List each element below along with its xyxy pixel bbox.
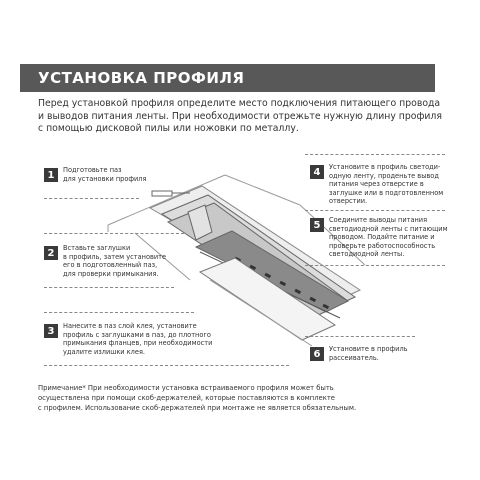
intro-line: с помощью дисковой пилы или ножовки по металлу. <box>38 123 299 134</box>
leader-line <box>305 336 415 337</box>
section-title: УСТАНОВКА ПРОФИЛЯ <box>38 69 245 87</box>
step-number-badge: 1 <box>44 168 58 182</box>
step-line: Соедините выводы питания <box>329 216 428 224</box>
step-line: Подготовьте паз <box>63 166 122 174</box>
step-line: профиль с заглушками в паз, до плотного <box>63 330 211 339</box>
step-line: его в подготовленный паз, <box>63 261 158 270</box>
intro-line: и выводов питания ленты. При необходимости отрежьте нужную длину профиля <box>38 110 442 122</box>
note-line: с профилем. Использование скоб-держателей при монтаже не является обязательным. <box>38 404 357 412</box>
step-number-badge: 2 <box>44 246 58 260</box>
step-number-badge: 6 <box>310 347 324 361</box>
step-line: для проверки примыкания. <box>63 269 159 278</box>
step-5 <box>310 216 448 259</box>
step-text <box>63 166 146 183</box>
step-line: Установите в профиль <box>329 345 408 353</box>
step-line: проверьте работоспособность <box>329 241 436 250</box>
step-line: удалите излишки клея. <box>63 347 146 356</box>
step-line: примыкания фланцев, при необходимости <box>63 339 213 348</box>
leader-line <box>305 154 445 155</box>
step-line: в профиль, затем установите <box>63 252 167 261</box>
step-line: для установки профиля <box>63 174 147 183</box>
step-1 <box>44 166 146 183</box>
step-text <box>63 322 212 356</box>
step-line: светодиодной ленты с питающим <box>329 224 448 233</box>
leader-line <box>44 287 174 288</box>
step-3 <box>44 322 212 356</box>
leader-line <box>44 233 184 234</box>
leader-line <box>44 312 194 313</box>
step-line: Установите в профиль светоди- <box>329 163 441 171</box>
leader-line <box>44 365 289 366</box>
step-line: заглушке или в подготовленном <box>329 188 444 197</box>
step-line: светодиодной ленты. <box>329 250 405 259</box>
step-line: питания через отверстие в <box>329 180 424 189</box>
step-line: проводом. Подайте питание и <box>329 233 435 242</box>
note-line: Примечание* При необходимости установка встраиваемого профиля может быть <box>38 384 334 392</box>
leader-line <box>305 265 445 266</box>
step-6 <box>310 345 408 362</box>
step-text <box>329 345 408 362</box>
step-text <box>329 163 443 206</box>
intro-line: Перед установкой профиля определите место подключения питающего провода <box>38 98 441 109</box>
leader-line <box>44 198 139 199</box>
step-4 <box>310 163 443 206</box>
step-number-badge: 4 <box>310 165 324 179</box>
step-line: одную ленту, проденьте вывод <box>329 171 439 180</box>
step-number-badge: 3 <box>44 324 58 338</box>
step-line: Вставьте заглушки <box>63 244 131 252</box>
step-line: отверстии. <box>329 197 368 206</box>
step-text <box>63 244 166 278</box>
leader-line <box>305 210 445 211</box>
step-line: Нанесите в паз слой клея, установите <box>63 322 197 330</box>
step-2 <box>44 244 166 278</box>
footnote <box>38 383 458 413</box>
step-number-badge: 5 <box>310 218 324 232</box>
step-line: рассеиватель. <box>329 353 379 362</box>
step-text <box>329 216 448 259</box>
note-line: осуществлена при помощи скоб-держателей, которые поставляются в комплекте <box>38 394 335 402</box>
